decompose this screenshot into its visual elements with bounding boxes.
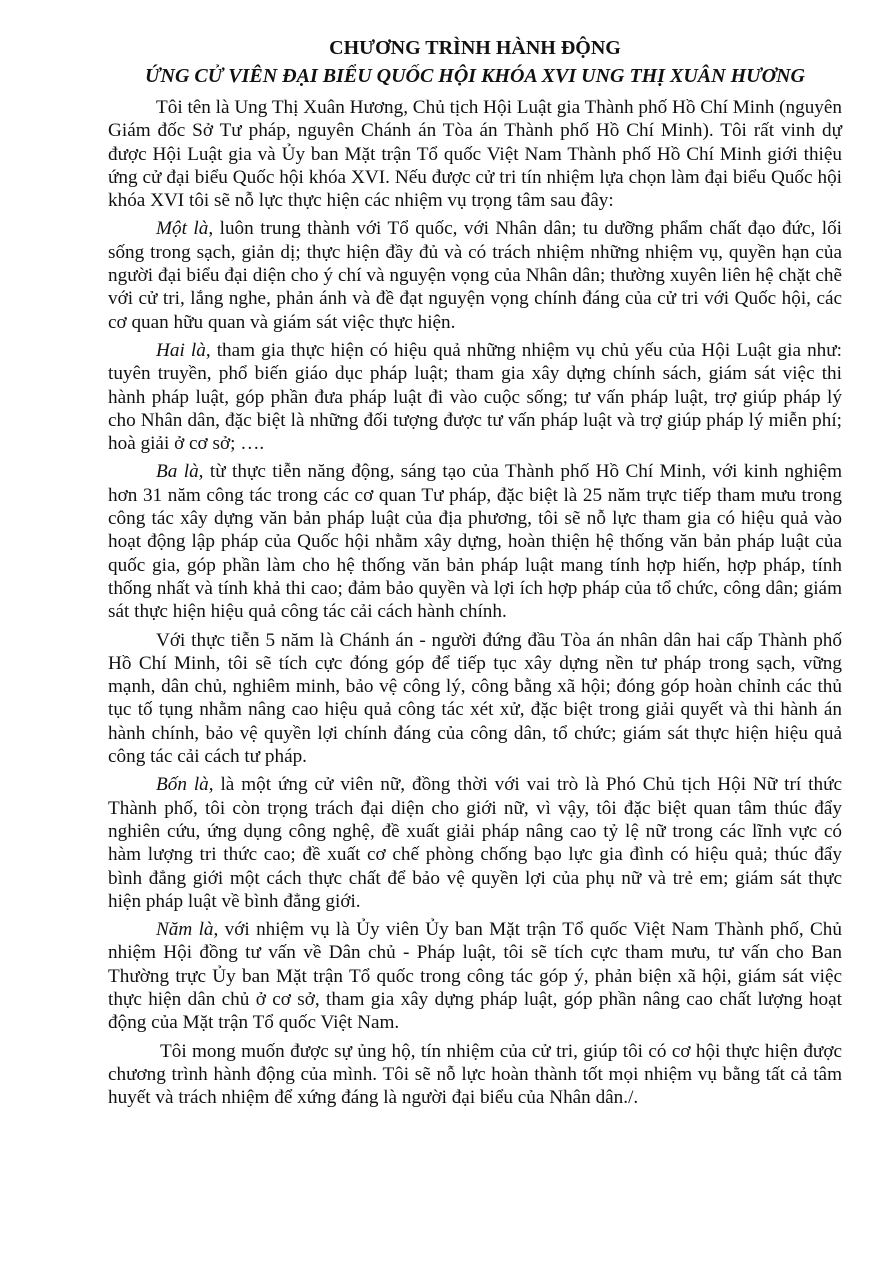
task-five-lead: Năm là [156, 919, 214, 941]
task-three-lead: Ba là [156, 461, 199, 483]
task-two-text: , tham gia thực hiện có hiệu quả những nhiệm vụ chủ yếu của Hội Luật gia như: tuyên truyền, phổ biến giáo dục pháp luật; tham gia xây dựng chính sách, giám sát việc thi hành pháp luật, góp phần đưa pháp luật đi vào cuộc sống; tư vấn pháp luật, trợ giúp pháp lý cho Nhân dân, đặc biệt là những đối tượng được tư vấn pháp luật và trợ giúp pháp lý miễn phí; hoà giải ở cơ sở; …. [108, 339, 842, 455]
task-four-text: , là một ứng cử viên nữ, đồng thời với vai trò là Phó Chủ tịch Hội Nữ trí thức Thành phố, tôi còn trọng trách đại diện cho giới nữ, vì vậy, tôi đặc biệt quan tâm thúc đẩy nghiên cứu, ứng dụng công nghệ, đề xuất giải pháp nâng cao tỷ lệ nữ trong các lĩnh vực có hàm lượng tri thức cao; đề xuất cơ chế phòng chống bạo lực gia đình có hiệu quả; thúc đẩy bình đẳng giới một cách thực chất để bảo vệ quyền lợi của phụ nữ và trẻ em; giám sát thực hiện pháp luật về bình đẳng giới. [108, 774, 842, 912]
task-one-paragraph [108, 217, 842, 333]
court-experience-paragraph: Với thực tiễn 5 năm là Chánh án - người đứng đầu Tòa án nhân dân hai cấp Thành phố Hồ Chí Minh, tôi sẽ tích cực đóng góp để tiếp tục xây dựng nền tư pháp trong sạch, vững mạnh, dân chủ, nghiêm minh, bảo vệ công lý, công bằng xã hội; đóng góp hoàn chỉnh các thủ tục tố tụng nhằm nâng cao hiệu quả công tác xét xử, đặc biệt trong giải quyết và thi hành án hành chính, bảo vệ quyền lợi chính đáng của công dân, tổ chức; giám sát thực hiện hiệu quả công tác cải cách tư pháp. [108, 629, 842, 768]
task-five-text: , với nhiệm vụ là Ủy viên Ủy ban Mặt trận Tổ quốc Việt Nam Thành phố, Chủ nhiệm Hội đồng tư vấn về Dân chủ - Pháp luật, tôi sẽ tích cực tham mưu, tư vấn cho Ban Thường trực Ủy ban Mặt trận Tổ quốc trong công tác góp ý, phản biện xã hội, giám sát việc thực hiện dân chủ ở cơ sở, tham gia xây dựng pháp luật, góp phần nâng cao chất lượng hoạt động của Mặt trận Tổ quốc Việt Nam. [108, 919, 842, 1034]
intro-paragraph: Tôi tên là Ung Thị Xuân Hương, Chủ tịch Hội Luật gia Thành phố Hồ Chí Minh (nguyên Giám đốc Sở Tư pháp, nguyên Chánh án Tòa án Thành phố Hồ Chí Minh). Tôi rất vinh dự được Hội Luật gia và Ủy ban Mặt trận Tổ quốc Việt Nam Thành phố Hồ Chí Minh giới thiệu ứng cử đại biểu Quốc hội khóa XVI. Nếu được cử tri tín nhiệm lựa chọn làm đại biểu Quốc hội khóa XVI tôi sẽ nỗ lực thực hiện các nhiệm vụ trọng tâm sau đây: [108, 97, 842, 212]
task-five-paragraph [108, 918, 842, 1034]
closing-paragraph: Tôi mong muốn được sự ủng hộ, tín nhiệm của cử tri, giúp tôi có cơ hội thực hiện được chương trình hành động của mình. Tôi sẽ nỗ lực hoàn thành tốt mọi nhiệm vụ bằng tất cả tâm huyết và trách nhiệm để xứng đáng là người đại biểu của Nhân dân./. [108, 1040, 842, 1109]
task-four-paragraph [108, 773, 842, 913]
document-subtitle: ỨNG CỬ VIÊN ĐẠI BIỂU QUỐC HỘI KHÓA XVI UNG THỊ XUÂN HƯƠNG [145, 65, 805, 87]
task-one-lead: Một là [156, 218, 209, 240]
task-three-text: , từ thực tiễn năng động, sáng tạo của Thành phố Hồ Chí Minh, với kinh nghiệm hơn 31 năm công tác trong các cơ quan Tư pháp, đặc biệt là 25 năm trực tiếp tham mưu trong công tác xây dựng văn bản pháp luật của địa phương, tôi sẽ nỗ lực tham gia có hiệu quả vào hoạt động lập pháp của Quốc hội nhằm xây dựng, hoàn thiện hệ thống văn bản pháp luật của quốc gia, góp phần làm cho hệ thống văn bản pháp luật mang tính hợp hiến, hợp pháp, tính thống nhất và tính khả thi cao; đảm bảo quyền và lợi ích hợp pháp của tổ chức, công dân; giám sát thực hiện hiệu quả công tác cải cách hành chính. [108, 461, 842, 623]
task-three-paragraph [108, 460, 842, 623]
task-two-lead: Hai là [156, 339, 206, 361]
document-title: CHƯƠNG TRÌNH HÀNH ĐỘNG [329, 37, 621, 59]
task-four-lead: Bốn là [156, 774, 209, 796]
document-body [108, 96, 842, 1109]
task-two-paragraph [108, 339, 842, 455]
task-one-text: , luôn trung thành với Tổ quốc, với Nhân dân; tu dưỡng phẩm chất đạo đức, lối sống trong sạch, giản dị; thực hiện đầy đủ và có trách nhiệm những nhiệm vụ, quyền hạn của người đại biểu đại diện cho ý chí và nguyện vọng của Nhân dân; thường xuyên liên hệ chặt chẽ với cử tri, lắng nghe, phản ánh và đề đạt nguyện vọng chính đáng của cử tri với Quốc hội, các cơ quan hữu quan và giám sát việc thực hiện. [108, 218, 842, 333]
